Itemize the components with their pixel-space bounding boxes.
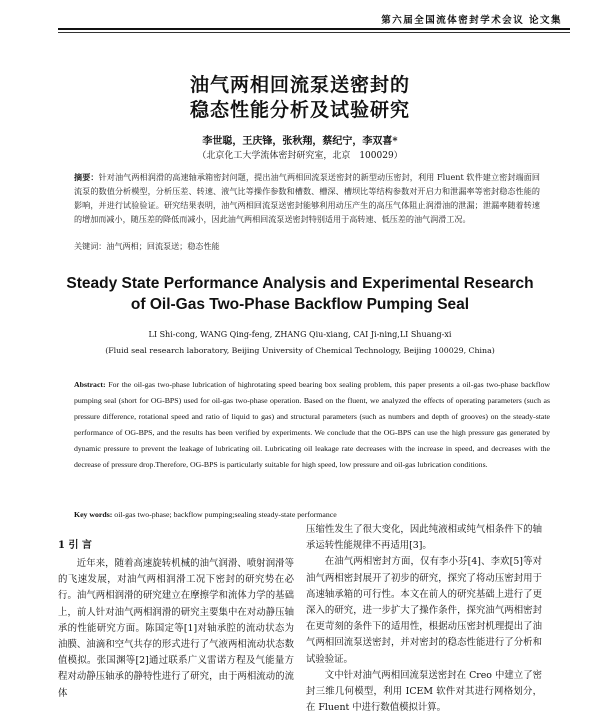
- body-paragraph: 压缩性发生了很大变化，因此纯液相或纯气相条件下的轴承运转性能规律不再适用[3]。: [306, 524, 542, 552]
- en-title-line2: of Oil-Gas Two-Phase Backflow Pumping Seal: [130, 296, 470, 313]
- header-rule-thick: [58, 28, 570, 30]
- cn-abstract-label: 摘要：: [74, 172, 99, 182]
- cn-authors: 李世聪，王庆锋，张秋翔，蔡纪宁，李双喜*: [202, 136, 398, 147]
- cn-abstract: [74, 170, 540, 226]
- cn-title-line1: 油气两相回流泵送密封的: [189, 74, 410, 96]
- body-column-left: [58, 556, 294, 702]
- en-keywords-label: Key words:: [74, 510, 113, 519]
- cn-keywords-label: 关键词：: [74, 241, 107, 251]
- body-paragraph: 文中针对油气两相回流泵送密封在 Creo 中建立了密封三维几何模型，利用 ICEM 软件对其进行网格划分，在 Fluent 中进行数值模拟计算。: [306, 669, 542, 714]
- body-paragraph: 在油气两相密封方面，仅有李小芬[4]、李欢[5]等对油气两相密封展开了初步的研究，探究了将动压密封用于高速轴承箱的可行性。本文在前人的研究基础上进行了更深入的研究，进一步扩大了操作条件，探究油气两相密封在更苛刻的条件下的适用性，根据动压密封机理提出了油气两相回流泵送密封，并对密封的稳态性能进行了分析和试验验证。: [306, 556, 542, 665]
- en-authors: LI Shi-cong, WANG Qing-feng, ZHANG Qiu-xiang, CAI Ji-ning,LI Shuang-xi: [148, 330, 452, 339]
- en-affiliation: (Fluid seal research laboratory, Beijing University of Chemical Technology, Beijing 100029, China): [105, 346, 495, 355]
- body-column-right: [306, 522, 542, 716]
- section-heading-introduction: 1 引 言: [58, 540, 92, 551]
- cn-keywords: [74, 241, 540, 252]
- body-paragraph: 近年来，随着高速旋转机械的油气润滑、喷射润滑等的飞速发展，对油气两相润滑工况下密封的研究势在必行。油气两相润滑的研究建立在摩擦学和流体力学的基础上，前人针对油气两相润滑的研究主要集中在对动静压轴承的性能研究方面。陈国定等[1]对轴承腔的流动状态为油膜、油滴和空气共存的形式进行了气液两相流动状态数值模拟。张国渊等[2]通过联系广义雷诺方程及气能量方程对动静压轴承的静特性进行了研究，由于两相流动的流体: [58, 558, 294, 699]
- cn-title-line2: 稳态性能分析及试验研究: [189, 99, 410, 121]
- cn-abstract-text: 针对油气两相润滑的高速轴承箱密封问题，提出油气两相回流泵送密封的新型动压密封，利用 Fluent 软件建立密封端面回流泵的数值分析模型，分析压差、转速、液气比等操作参数和槽数、槽深、槽坝比等结构参数对开启力和泄漏率等密封稳态性能的影响，并进行试验验证。研究结果表明，油气两相回流泵送密封能够利用动压产生的高压气体阻止润滑油的泄漏；泄漏率随着转速的增加而减小，随压差的降低而减小，因此油气两相回流泵送密封特别适用于高转速、低压差的油气润滑工况。: [74, 172, 540, 224]
- cn-affiliation: （北京化工大学流体密封研究室，北京 100029）: [197, 151, 403, 161]
- en-keywords-text: oil-gas two-phase; backflow pumping;sealing steady-state performance: [114, 510, 337, 519]
- header-rule-thin: [58, 32, 570, 33]
- en-title-line1: Steady State Performance Analysis and Experimental Research: [66, 275, 534, 292]
- cn-keywords-text: 油气两相；回流泵送；稳态性能: [106, 241, 220, 251]
- en-abstract-label: Abstract:: [74, 380, 106, 389]
- en-keywords: [74, 510, 550, 519]
- en-abstract: [74, 377, 550, 473]
- running-header: 第六届全国流体密封学术会议 论文集: [381, 15, 562, 26]
- en-abstract-text: For the oil-gas two-phase lubrication of highrotating speed bearing box sealing problem, this paper presents a oil-gas two-phase backflow pumping seal (short for OG-BPS) used for oil-gas two-phase operation. Based on the fluent, we analyzed the effects of operating parameters (such as pressure difference, rotational speed and ratio of liquid to gas) and structural parameters (such as numbers and depth of grooves) on the steady-state performance of OG-BPS, and the results has been verified by experiments. We conclude that the OG-BPS can use the high pressure gas generated by dynamic pressure to prevent the leakage of lubricating oil. Lubricating oil leakage rate decreases with the increase in speed, and decreases with the decrease of pressure drop.Therefore, OG-BPS is particularly suitable for high speed, low pressure and oil-gas lubrication conditions.: [74, 380, 550, 469]
